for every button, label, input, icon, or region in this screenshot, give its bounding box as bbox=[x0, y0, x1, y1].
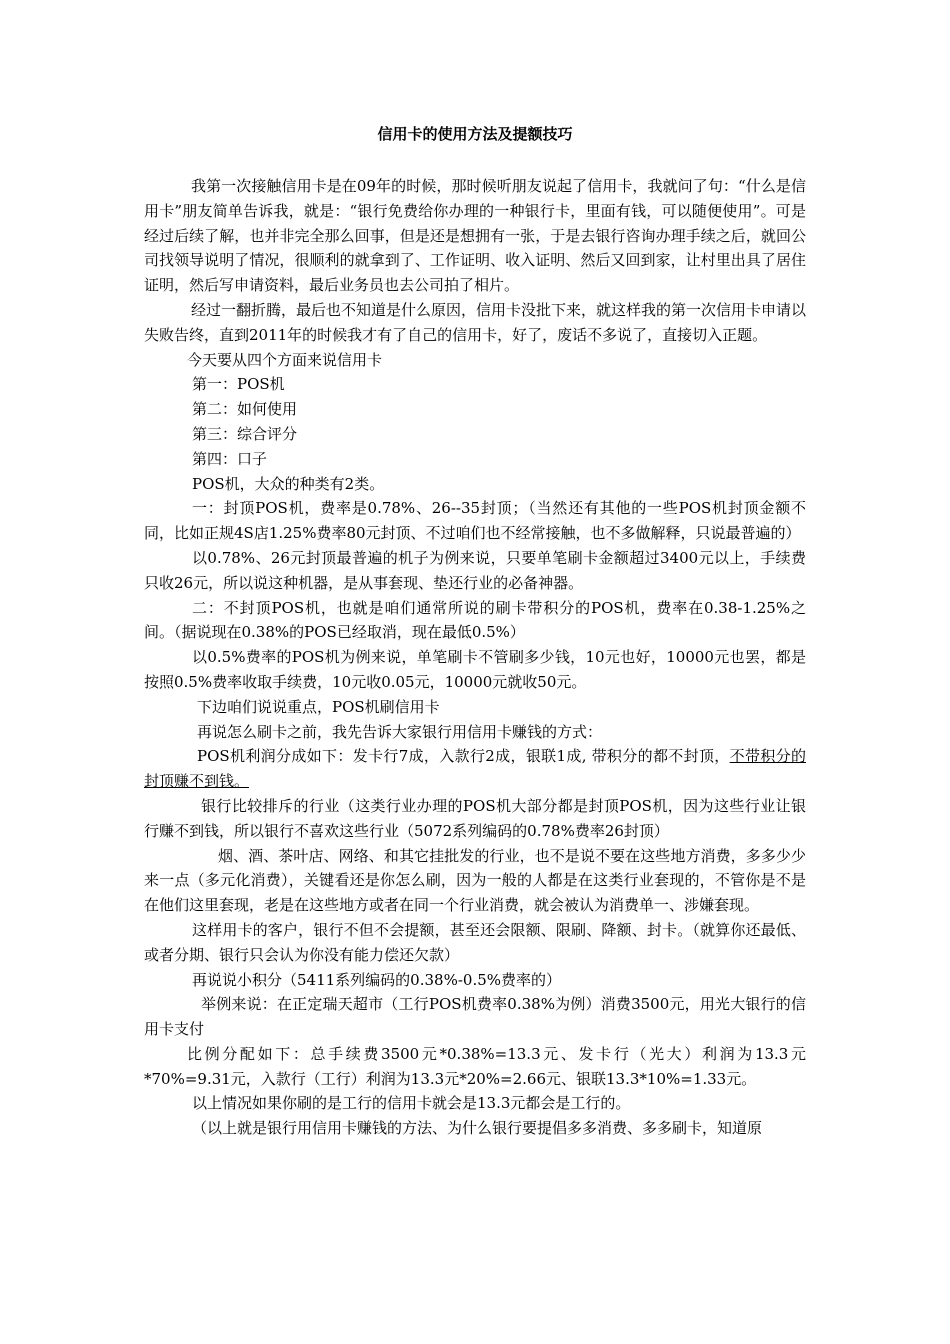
paragraph-distribution: 比例分配如下：总手续费3500元*0.38%=13.3元、发卡行（光大）利润为13.3元*70%=9.31元，入款行（工行）利润为13.3元*20%=2.66元、银联13.3*10%=1.33元。 bbox=[144, 1044, 806, 1088]
paragraph-wholesale-industries: 烟、酒、茶叶店、网络、和其它挂批发的行业，也不是说不要在这些地方消费，多多少少来一点（多元化消费），关键看还是你怎么刷，因为一般的人都是在这类行业套现的，不管你是不是在他们这里套现，老是在这些地方或者在同一个行业消费，就会被认为消费单一、涉嫌套现。 bbox=[144, 846, 806, 915]
list-item-pos: 第一：POS机 bbox=[192, 375, 285, 394]
paragraph-disliked-industries: 银行比较排斥的行业（这类行业办理的POS机大部分都是封顶POS机，因为这些行业让银行赚不到钱，所以银行不喜欢这些行业（5072系列编码的0.78%费率26封顶） bbox=[144, 796, 806, 840]
list-item-score: 第三：综合评分 bbox=[192, 424, 298, 443]
paragraph-four-aspects: 今天要从四个方面来说信用卡 bbox=[187, 350, 383, 369]
paragraph-application-failed: 经过一翻折腾，最后也不知道是什么原因，信用卡没批下来，就这样我的第一次信用卡申请以失败告终，直到2011年的时候我才有了自己的信用卡，好了，废话不多说了，直接切入正题。 bbox=[144, 300, 807, 344]
list-item-channels: 第四：口子 bbox=[192, 449, 268, 468]
profit-split-text: POS机利润分成如下：发卡行7成，入款行2成，银联1成, 带积分的都不封顶， bbox=[197, 747, 730, 766]
paragraph-profit-split bbox=[144, 744, 806, 794]
paragraph-capped-pos: 一：封顶POS机，费率是0.78%、26--35封顶；（当然还有其他的一些POS机封顶金额不同，比如正规4S店1.25%费率80元封顶、不过咱们也不经常接触，也不多做解释，只说最普遍的） bbox=[144, 499, 806, 543]
paragraph-example: 举例来说：在正定瑞天超市（工行POS机费率0.38%为例）消费3500元，用光大银行的信用卡支付 bbox=[144, 995, 806, 1039]
paragraph-key-point: 下边咱们说说重点，POS机刷信用卡 bbox=[197, 697, 440, 716]
paragraph-icbc-case: 以上情况如果你刷的是工行的信用卡就会是13.3元都会是工行的。 bbox=[192, 1094, 631, 1113]
profit-split-underlined: 不带积分的封顶赚不到钱。 bbox=[144, 747, 806, 791]
list-item-usage: 第二：如何使用 bbox=[192, 400, 298, 419]
paragraph-summary: （以上就是银行用信用卡赚钱的方法、为什么银行要提倡多多消费、多多刷卡，知道原 bbox=[192, 1119, 763, 1138]
paragraph-pos-types: POS机，大众的种类有2类。 bbox=[192, 474, 385, 493]
paragraph-bank-penalties: 这样用卡的客户，银行不但不会提额，甚至还会限额、限刷、降额、封卡。（就算你还最低、或者分期、银行只会认为你没有能力偿还欠款） bbox=[144, 920, 806, 964]
paragraph-bank-profit-intro: 再说怎么刷卡之前，我先告诉大家银行用信用卡赚钱的方式： bbox=[197, 722, 603, 741]
paragraph-uncapped-example: 以0.5%费率的POS机为例来说，单笔刷卡不管刷多少钱，10元也好，10000元也罢，都是按照0.5%费率收取手续费，10元收0.05元，10000元就收50元。 bbox=[144, 648, 806, 691]
paragraph-small-points: 再说说小积分（5411系列编码的0.38%-0.5%费率的） bbox=[192, 970, 562, 989]
paragraph-first-encounter: 我第一次接触信用卡是在09年的时候，那时候听朋友说起了信用卡，我就问了句：“什么是信用卡”朋友简单告诉我，就是：“银行免费给你办理的一种银行卡，里面有钱，可以随便使用”。可是经过后续了解，也并非完全那么回事，但是还是想拥有一张，于是去银行咨询办理手续之后，就回公司找领导说明了情况，很顺利的就拿到了、工作证明、收入证明、然后又回到家，让村里出具了居住证明，然后写申请资料，最后业务员也去公司拍了相片。 bbox=[144, 177, 806, 295]
document-body bbox=[144, 174, 806, 1141]
paragraph-capped-example: 以0.78%、26元封顶最普遍的机子为例来说，只要单笔刷卡金额超过3400元以上，手续费只收26元，所以说这种机器，是从事套现、垫还行业的必备神器。 bbox=[144, 548, 806, 592]
paragraph-uncapped-pos: 二：不封顶POS机，也就是咱们通常所说的刷卡带积分的POS机，费率在0.38-1.25%之间。（据说现在0.38%的POS已经取消，现在最低0.5%） bbox=[144, 598, 806, 642]
document-title: 信用卡的使用方法及提额技巧 bbox=[377, 125, 573, 143]
